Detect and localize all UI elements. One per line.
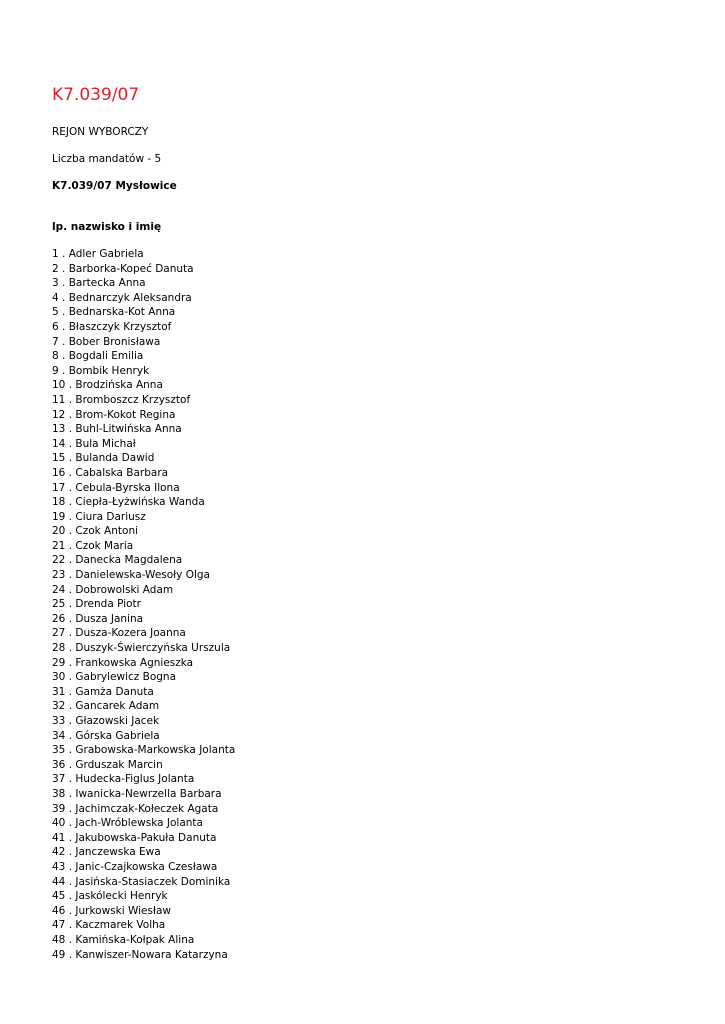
list-item: 2 . Barborka-Kopeć Danuta <box>52 262 194 275</box>
list-item: 36 . Grduszak Marcin <box>52 758 163 771</box>
list-item: 25 . Drenda Piotr <box>52 598 141 611</box>
mandates-count: Liczba mandatów - 5 <box>52 153 162 165</box>
list-item: 4 . Bednarczyk Aleksandra <box>52 291 192 304</box>
list-item: 38 . Iwanicka-Newrzella Barbara <box>52 787 222 800</box>
list-item: 15 . Bulanda Dawid <box>52 452 155 465</box>
list-item: 43 . Janic-Czajkowska Czesława <box>52 860 218 873</box>
list-item: 7 . Bober Bronisława <box>52 335 161 348</box>
list-item: 42 . Janczewska Ewa <box>52 846 161 859</box>
list-header: lp. nazwisko i imię <box>52 221 162 233</box>
list-item: 10 . Brodzińska Anna <box>52 379 163 392</box>
list-item: 18 . Ciepła-Łyżwińska Wanda <box>52 496 205 509</box>
district-title: K7.039/07 Mysłowice <box>52 180 177 192</box>
list-item: 9 . Bombik Henryk <box>52 364 150 377</box>
list-item: 20 . Czok Antoni <box>52 525 139 538</box>
list-item: 16 . Cabalska Barbara <box>52 466 169 479</box>
list-item: 13 . Buhl-Litwińska Anna <box>52 423 182 436</box>
list-item: 49 . Kanwiszer-Nowara Katarzyna <box>52 948 228 961</box>
list-item: 21 . Czok Maria <box>52 539 134 552</box>
list-item: 45 . Jaskólecki Henryk <box>52 890 168 903</box>
document-page <box>52 84 692 962</box>
region-label: REJON WYBORCZY <box>52 126 149 138</box>
list-item: 19 . Ciura Dariusz <box>52 510 146 523</box>
list-item: 1 . Adler Gabriela <box>52 248 144 260</box>
list-item: 33 . Głazowski Jacek <box>52 715 160 727</box>
list-item: 22 . Danecka Magdalena <box>52 554 183 567</box>
list-item: 48 . Kamińska-Kołpak Alina <box>52 933 195 946</box>
list-item: 5 . Bednarska-Kot Anna <box>52 306 176 319</box>
list-item: 28 . Duszyk-Świerczyńska Urszula <box>52 642 231 655</box>
list-item: 14 . Bula Michał <box>52 437 136 450</box>
list-item: 12 . Brom-Kokot Regina <box>52 408 176 421</box>
list-item: 26 . Dusza Janina <box>52 612 144 625</box>
list-item: 17 . Cebula-Byrska Ilona <box>52 481 180 494</box>
list-item: 35 . Grabowska-Markowska Jolanta <box>52 744 236 757</box>
list-item: 46 . Jurkowski Wiesław <box>52 904 171 917</box>
list-item: 44 . Jasińska-Stasiaczek Dominika <box>52 875 231 888</box>
list-item: 37 . Hudecka-Figlus Jolanta <box>52 773 195 786</box>
list-item: 30 . Gabrylewicz Bogna <box>52 671 177 684</box>
list-item: 47 . Kaczmarek Volha <box>52 919 166 932</box>
list-item: 3 . Bartecka Anna <box>52 277 146 290</box>
list-item: 23 . Danielewska-Wesoły Olga <box>52 569 210 582</box>
document-title: K7.039/07 <box>52 85 140 105</box>
list-item: 40 . Jach-Wróblewska Jolanta <box>52 817 203 830</box>
list-item: 34 . Górska Gabriela <box>52 729 160 742</box>
list-item: 41 . Jakubowska-Pakuła Danuta <box>52 831 217 844</box>
list-item: 24 . Dobrowolski Adam <box>52 583 174 596</box>
list-item: 11 . Bromboszcz Krzysztof <box>52 393 191 406</box>
list-item: 8 . Bogdali Emilia <box>52 350 144 363</box>
list-item: 39 . Jachimczak-Kołeczek Agata <box>52 802 219 815</box>
list-item: 6 . Błaszczyk Krzysztof <box>52 320 172 333</box>
list-item: 31 . Gamża Danuta <box>52 685 154 698</box>
list-item: 27 . Dusza-Kozera Joanna <box>52 627 186 640</box>
list-item: 32 . Gancarek Adam <box>52 700 160 713</box>
list-item: 29 . Frankowska Agnieszka <box>52 656 194 669</box>
candidate-list <box>52 247 692 962</box>
